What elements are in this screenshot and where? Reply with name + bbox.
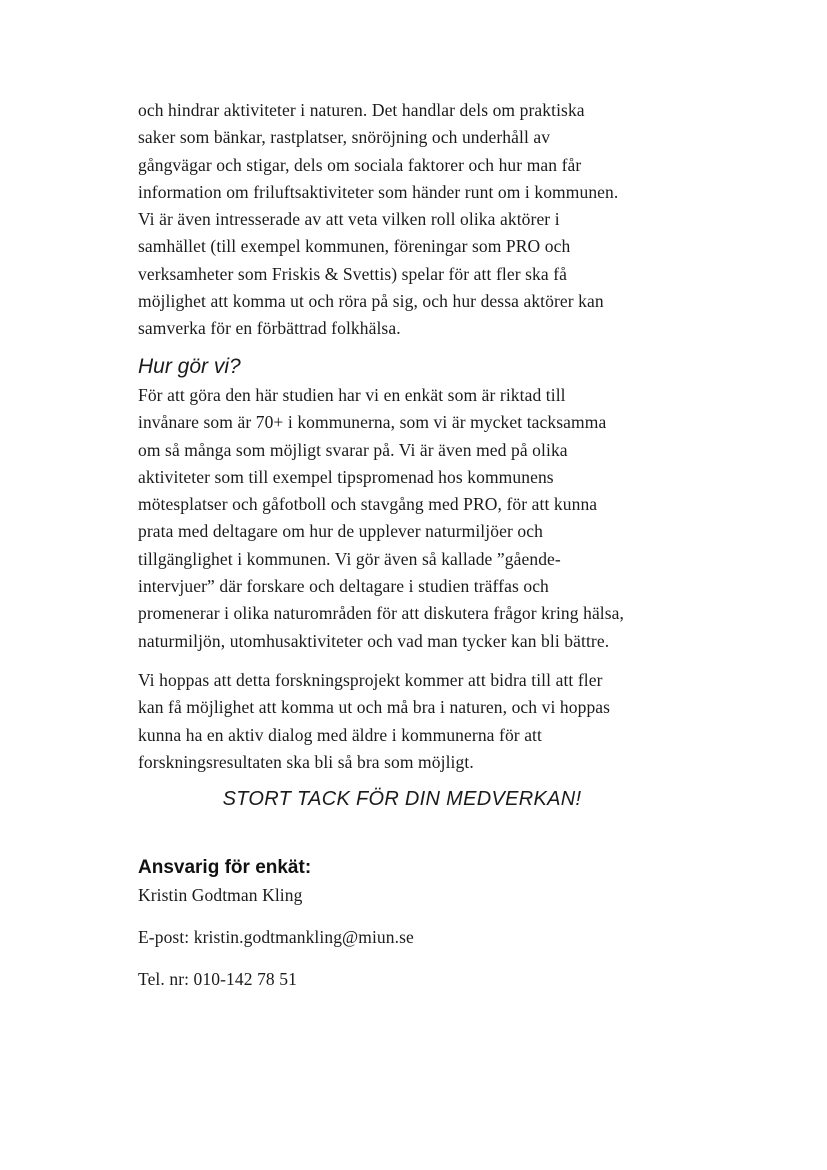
text-line: samverka för en förbättrad folkhälsa. bbox=[138, 318, 401, 339]
text-line: invånare som är 70+ i kommunerna, som vi är mycket tacksamma bbox=[138, 412, 607, 433]
thanks-banner: STORT TACK FÖR DIN MEDVERKAN! bbox=[222, 788, 582, 810]
text-line: mötesplatser och gåfotboll och stavgång med PRO, för att kunna bbox=[138, 494, 598, 515]
text-line: om så många som möjligt svarar på. Vi är även med på olika bbox=[138, 439, 568, 460]
text-line: och hindrar aktiviteter i naturen. Det handlar dels om praktiska bbox=[138, 100, 585, 120]
text-line: gångvägar och stigar, dels om sociala faktorer och hur man får bbox=[138, 154, 582, 175]
text-line: saker som bänkar, rastplatser, snöröjning och underhåll av bbox=[138, 127, 551, 148]
text-line: tillgänglighet i kommunen. Vi gör även så kallade ”gående- bbox=[138, 548, 561, 569]
section-heading-hur-gor-vi: Hur gör vi? bbox=[138, 355, 241, 378]
text-line: intervjuer” där forskare och deltagare i studien träffas och bbox=[138, 576, 549, 597]
contact-name: Kristin Godtman Kling bbox=[138, 885, 303, 905]
text-line: aktiviteter som till exempel tipspromenad hos kommunens bbox=[138, 466, 554, 487]
text-line: information om friluftsaktiviteter som händer runt om i kommunen. bbox=[138, 181, 619, 202]
contact-email: E-post: kristin.godtmankling@miun.se bbox=[138, 927, 414, 947]
paragraph-method bbox=[138, 382, 666, 655]
text-line: promenerar i olika naturområden för att diskutera frågor kring hälsa, bbox=[138, 603, 625, 624]
text-line: kan få möjlighet att komma ut och må bra i naturen, och vi hoppas bbox=[138, 697, 611, 718]
text-line: naturmiljön, utomhusaktiviteter och vad man tycker kan bli bättre. bbox=[138, 630, 610, 651]
text-line: Vi hoppas att detta forskningsprojekt kommer att bidra till att fler bbox=[138, 670, 603, 690]
contact-phone: Tel. nr: 010-142 78 51 bbox=[138, 969, 297, 989]
text-line: samhället (till exempel kommunen, föreningar som PRO och bbox=[138, 236, 571, 257]
text-line: möjlighet att komma ut och röra på sig, och hur dessa aktörer kan bbox=[138, 291, 604, 312]
text-line: verksamheter som Friskis & Svettis) spelar för att fler ska få bbox=[138, 263, 568, 284]
contact-heading: Ansvarig för enkät: bbox=[138, 857, 312, 878]
text-line: För att göra den här studien har vi en enkät som är riktad till bbox=[138, 385, 566, 405]
text-line: forskningsresultaten ska bli så bra som möjligt. bbox=[138, 751, 474, 772]
paragraph-hopes bbox=[138, 667, 666, 776]
text-line: prata med deltagare om hur de upplever naturmiljöer och bbox=[138, 521, 543, 542]
text-line: Vi är även intresserade av att veta vilken roll olika aktörer i bbox=[138, 209, 560, 230]
text-line: kunna ha en aktiv dialog med äldre i kommunerna för att bbox=[138, 724, 542, 745]
paragraph-intro bbox=[138, 97, 666, 343]
